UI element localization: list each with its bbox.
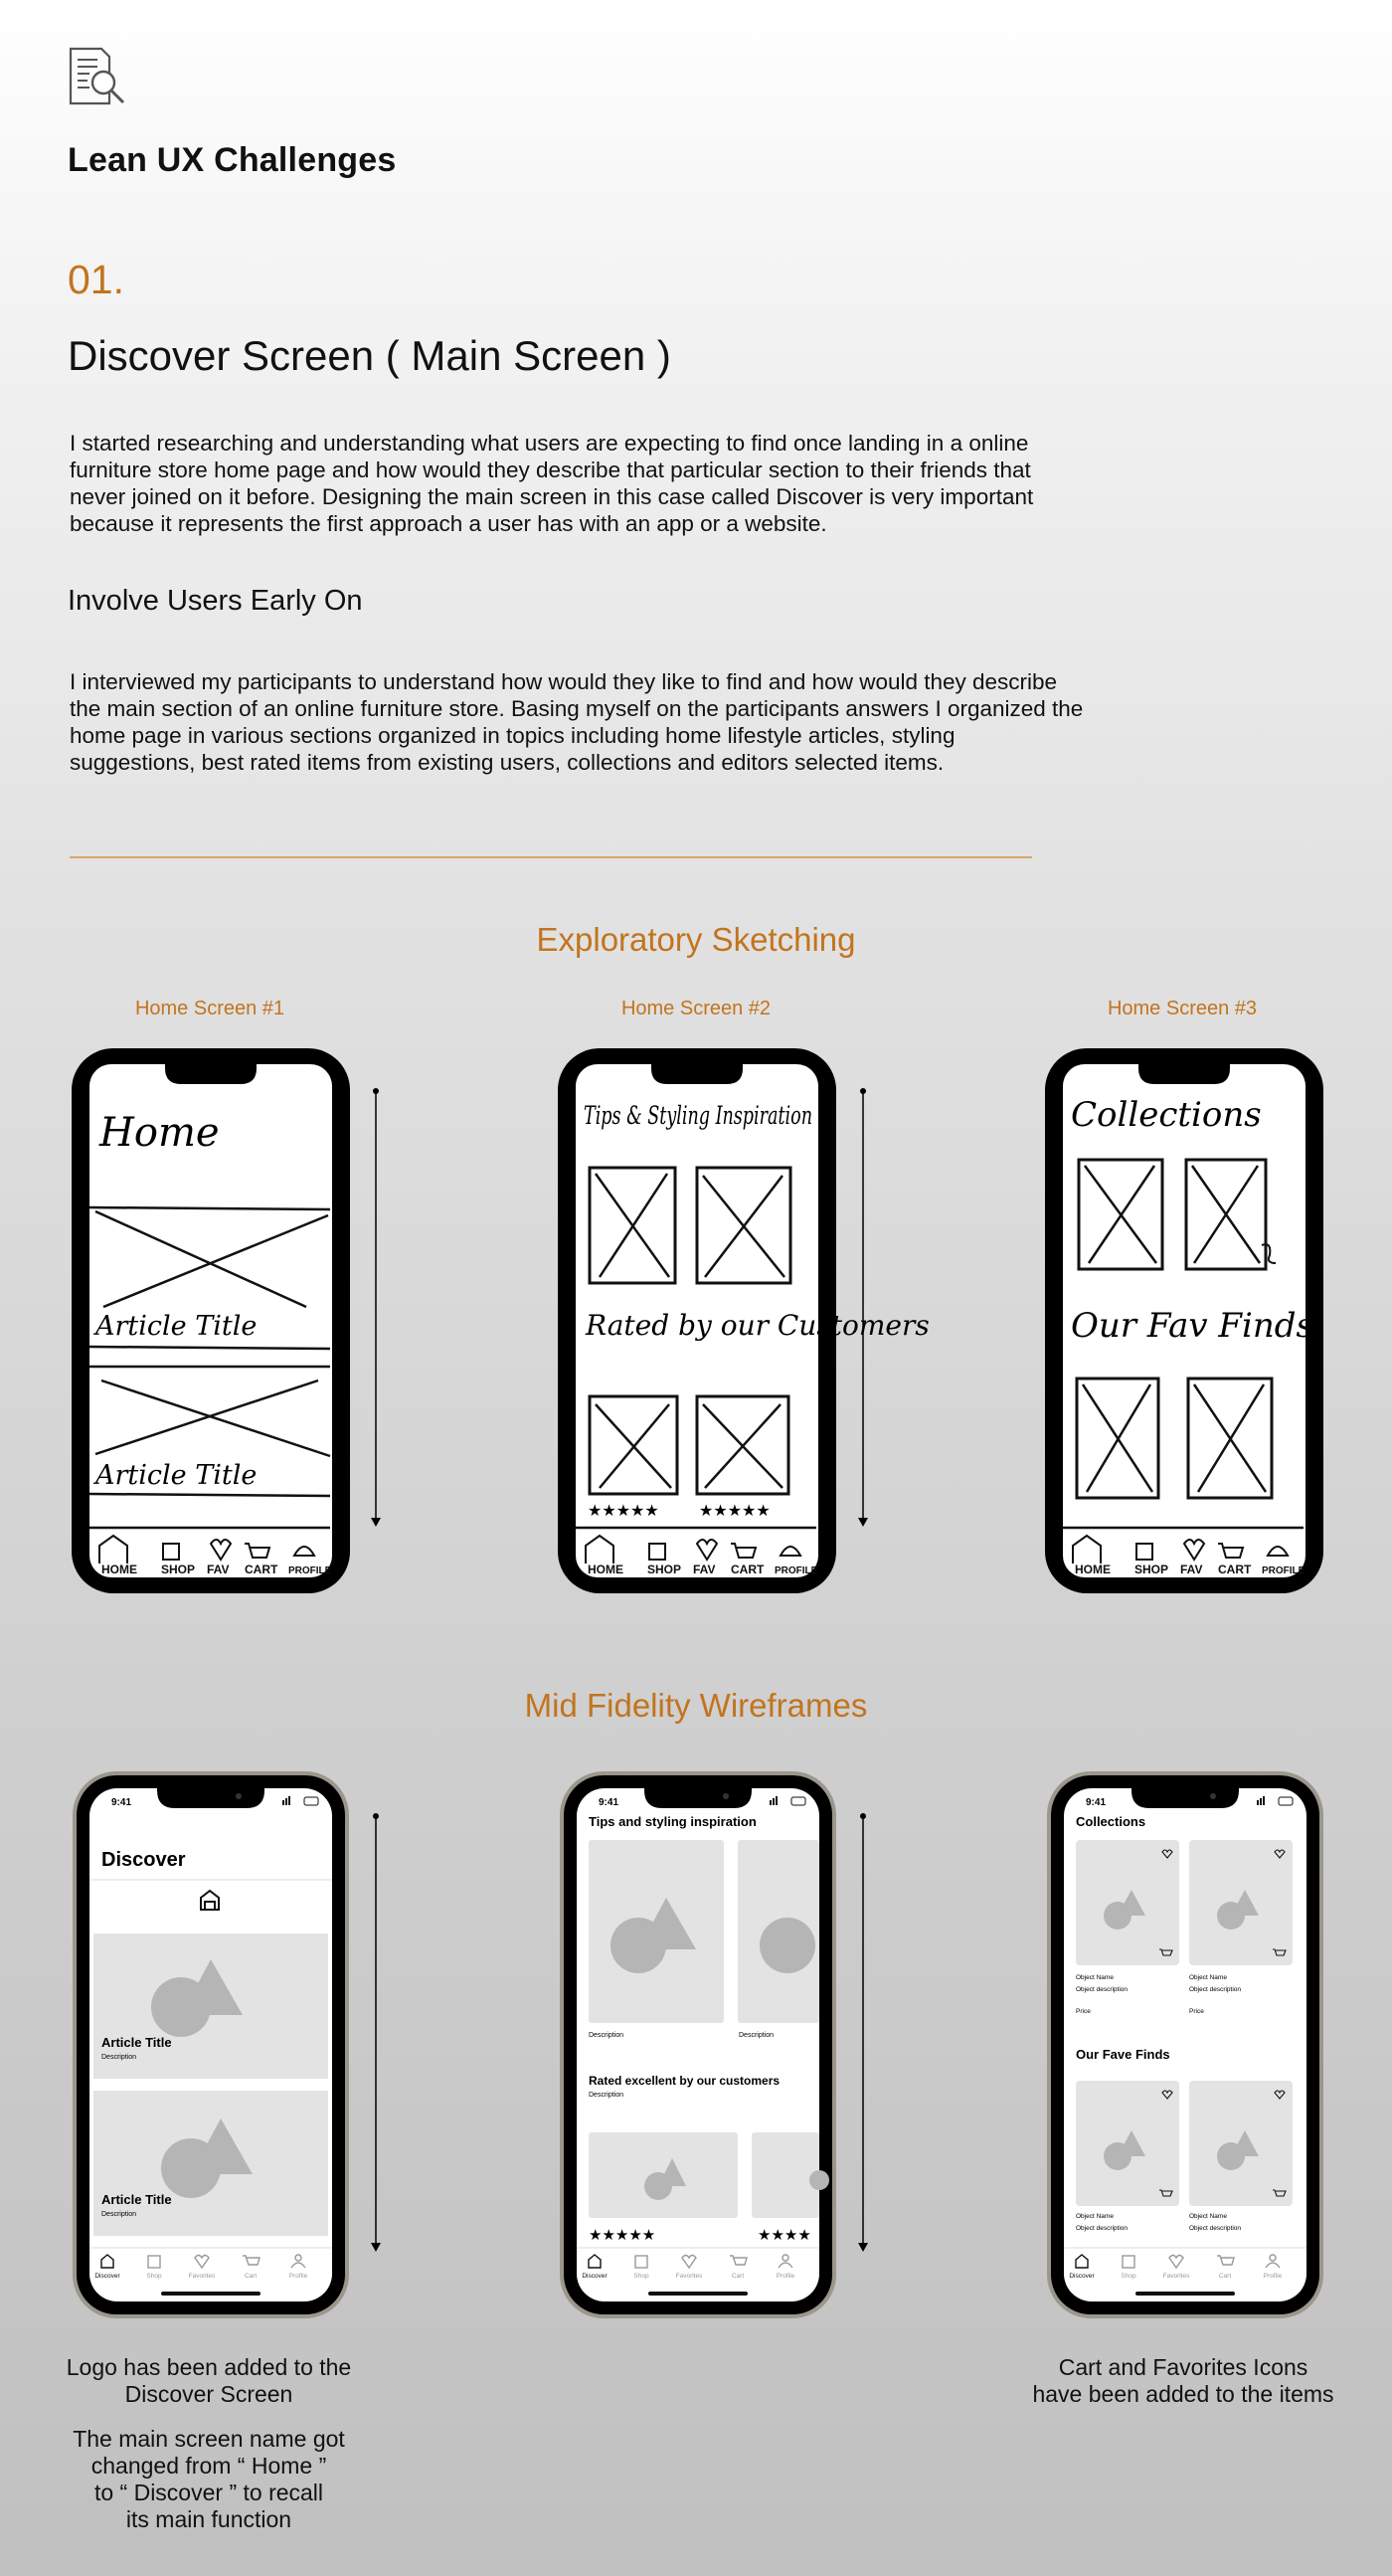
sketch1-heading: Home <box>99 1110 220 1156</box>
svg-text:SHOP: SHOP <box>1134 1563 1169 1576</box>
svg-text:Object description: Object description <box>1189 1986 1242 1993</box>
sketch-phone-1 <box>70 1046 352 1595</box>
scroll-indicator-sketch-2 <box>856 1088 870 1528</box>
svg-text:Description: Description <box>589 2032 624 2039</box>
product-card <box>1076 1840 1179 1965</box>
svg-text:Our Fave Finds: Our Fave Finds <box>1076 2047 1170 2062</box>
sketch-label-1: Home Screen #1 <box>134 998 285 1019</box>
svg-text:Favorites: Favorites <box>1162 2273 1190 2280</box>
sketch3-heading: Collections <box>1071 1095 1262 1135</box>
svg-text:Price: Price <box>1076 2008 1091 2015</box>
research-paragraph: I interviewed my participants to understand how would they like to find and how would they describe the main section of an online furniture store. Basing myself on the participants answers I organized the home page in various sections organized in topics including home lifestyle articles, styling suggestions, best rated items from existing users, collections and editors selected items. <box>70 669 1084 775</box>
svg-text:★★★★★: ★★★★★ <box>589 2227 656 2244</box>
scroll-indicator-wire-2 <box>856 1813 870 2253</box>
subsection-title: Involve Users Early On <box>68 585 363 617</box>
wire2-title: Tips and styling inspiration <box>589 1814 757 1829</box>
sketch3-section: Our Fav Finds <box>1071 1306 1313 1346</box>
svg-text:Description: Description <box>739 2032 775 2039</box>
wireframes-title: Mid Fidelity Wireframes <box>524 1687 868 1724</box>
svg-text:Object description: Object description <box>1076 1986 1129 1993</box>
svg-text:Shop: Shop <box>146 2273 162 2280</box>
section-number: 01. <box>68 257 124 302</box>
svg-text:Article Title: Article Title <box>101 2035 172 2050</box>
scroll-indicator-wire-1 <box>369 1813 383 2253</box>
sketch2-stars-1: ★★★★★ <box>588 1503 659 1520</box>
svg-text:PROFILE: PROFILE <box>288 1565 332 1576</box>
caption-rename: The main screen name got changed from “ Home ” to “ Discover ” to recall its main function <box>73 2426 345 2532</box>
caption-icons: Cart and Favorites Icons have been added to the items <box>1032 2354 1334 2407</box>
svg-text:Object Name: Object Name <box>1076 2213 1114 2220</box>
svg-text:9:41: 9:41 <box>1086 1797 1107 1808</box>
svg-text:Object Name: Object Name <box>1189 2213 1227 2220</box>
brand-title: Lean UX Challenges <box>68 141 397 179</box>
sketch2-heading: Tips & Styling Inspiration <box>584 1101 812 1130</box>
svg-text:Description: Description <box>101 2054 137 2061</box>
svg-text:CART: CART <box>1218 1563 1252 1576</box>
svg-text:Shop: Shop <box>1121 2273 1136 2280</box>
sketch-label-2: Home Screen #2 <box>620 998 772 1019</box>
caption-logo: Logo has been added to the Discover Screen <box>66 2354 352 2407</box>
svg-text:Profile: Profile <box>776 2273 795 2280</box>
svg-text:SHOP: SHOP <box>161 1563 196 1576</box>
svg-text:Price: Price <box>1189 2008 1204 2015</box>
svg-text:Object description: Object description <box>1076 2225 1129 2232</box>
sketch-phone-2 <box>556 1046 930 1595</box>
svg-text:Shop: Shop <box>633 2273 649 2280</box>
svg-text:Favorites: Favorites <box>675 2273 703 2280</box>
svg-text:HOME: HOME <box>101 1563 137 1576</box>
sketch2-section: Rated by our Customers <box>586 1309 930 1342</box>
scroll-indicator-sketch-1 <box>369 1088 383 1528</box>
svg-text:PROFILE: PROFILE <box>775 1565 818 1576</box>
svg-text:PROFILE: PROFILE <box>1262 1565 1305 1576</box>
intro-paragraph: I started researching and understanding what users are expecting to find once landing in a online furniture store home page and how would they describe that particular section to their friends that never joined on it before. Designing the main screen in this case called Discover is very important because it represents the first approach a user has with an app or a website. <box>70 431 1034 536</box>
svg-text:Article Title: Article Title <box>101 2192 172 2207</box>
wireframe-phone-collections <box>1046 1770 1324 2319</box>
svg-text:Favorites: Favorites <box>188 2273 216 2280</box>
wireframe-phone-tips <box>559 1770 837 2319</box>
svg-text:Profile: Profile <box>288 2273 308 2280</box>
section-title: Discover Screen ( Main Screen ) <box>68 332 671 379</box>
divider <box>70 856 1032 858</box>
product-card <box>1076 2081 1179 2206</box>
svg-text:★★★★: ★★★★ <box>758 2227 811 2244</box>
wire3-title: Collections <box>1076 1814 1146 1829</box>
sketch1-article-2: Article Title <box>95 1460 258 1491</box>
svg-text:Discover: Discover <box>582 2273 608 2280</box>
svg-text:FAV: FAV <box>207 1563 230 1576</box>
svg-text:Cart: Cart <box>731 2273 745 2280</box>
sketch2-stars-2: ★★★★★ <box>699 1503 771 1520</box>
sketch-phone-3 <box>1043 1046 1325 1595</box>
wireframe-phone-discover <box>72 1770 350 2319</box>
svg-text:CART: CART <box>731 1563 765 1576</box>
svg-text:Profile: Profile <box>1263 2273 1283 2280</box>
svg-text:9:41: 9:41 <box>599 1797 619 1808</box>
svg-text:SHOP: SHOP <box>647 1563 682 1576</box>
svg-text:9:41: 9:41 <box>111 1797 132 1808</box>
sketch-label-3: Home Screen #3 <box>1107 998 1258 1019</box>
svg-text:Description: Description <box>589 2092 624 2099</box>
svg-text:Description: Description <box>101 2211 137 2218</box>
svg-text:Object Name: Object Name <box>1189 1974 1227 1981</box>
svg-text:Discover: Discover <box>94 2273 120 2280</box>
svg-text:Cart: Cart <box>1218 2273 1232 2280</box>
svg-text:Cart: Cart <box>244 2273 258 2280</box>
svg-text:Object description: Object description <box>1189 2225 1242 2232</box>
sketch1-article-1: Article Title <box>95 1311 258 1342</box>
svg-text:FAV: FAV <box>1180 1563 1203 1576</box>
svg-text:Discover: Discover <box>1069 2273 1095 2280</box>
wire1-title: Discover <box>101 1849 186 1871</box>
sketching-title: Exploratory Sketching <box>536 921 856 958</box>
svg-text:Object Name: Object Name <box>1076 1974 1114 1981</box>
svg-text:Rated excellent by our custome: Rated excellent by our customers <box>589 2074 781 2088</box>
svg-text:HOME: HOME <box>1075 1563 1111 1576</box>
svg-text:HOME: HOME <box>588 1563 623 1576</box>
svg-text:CART: CART <box>245 1563 278 1576</box>
product-card <box>1189 1840 1293 1965</box>
document-search-icon <box>68 46 129 107</box>
product-card <box>1189 2081 1293 2206</box>
svg-text:FAV: FAV <box>693 1563 716 1576</box>
